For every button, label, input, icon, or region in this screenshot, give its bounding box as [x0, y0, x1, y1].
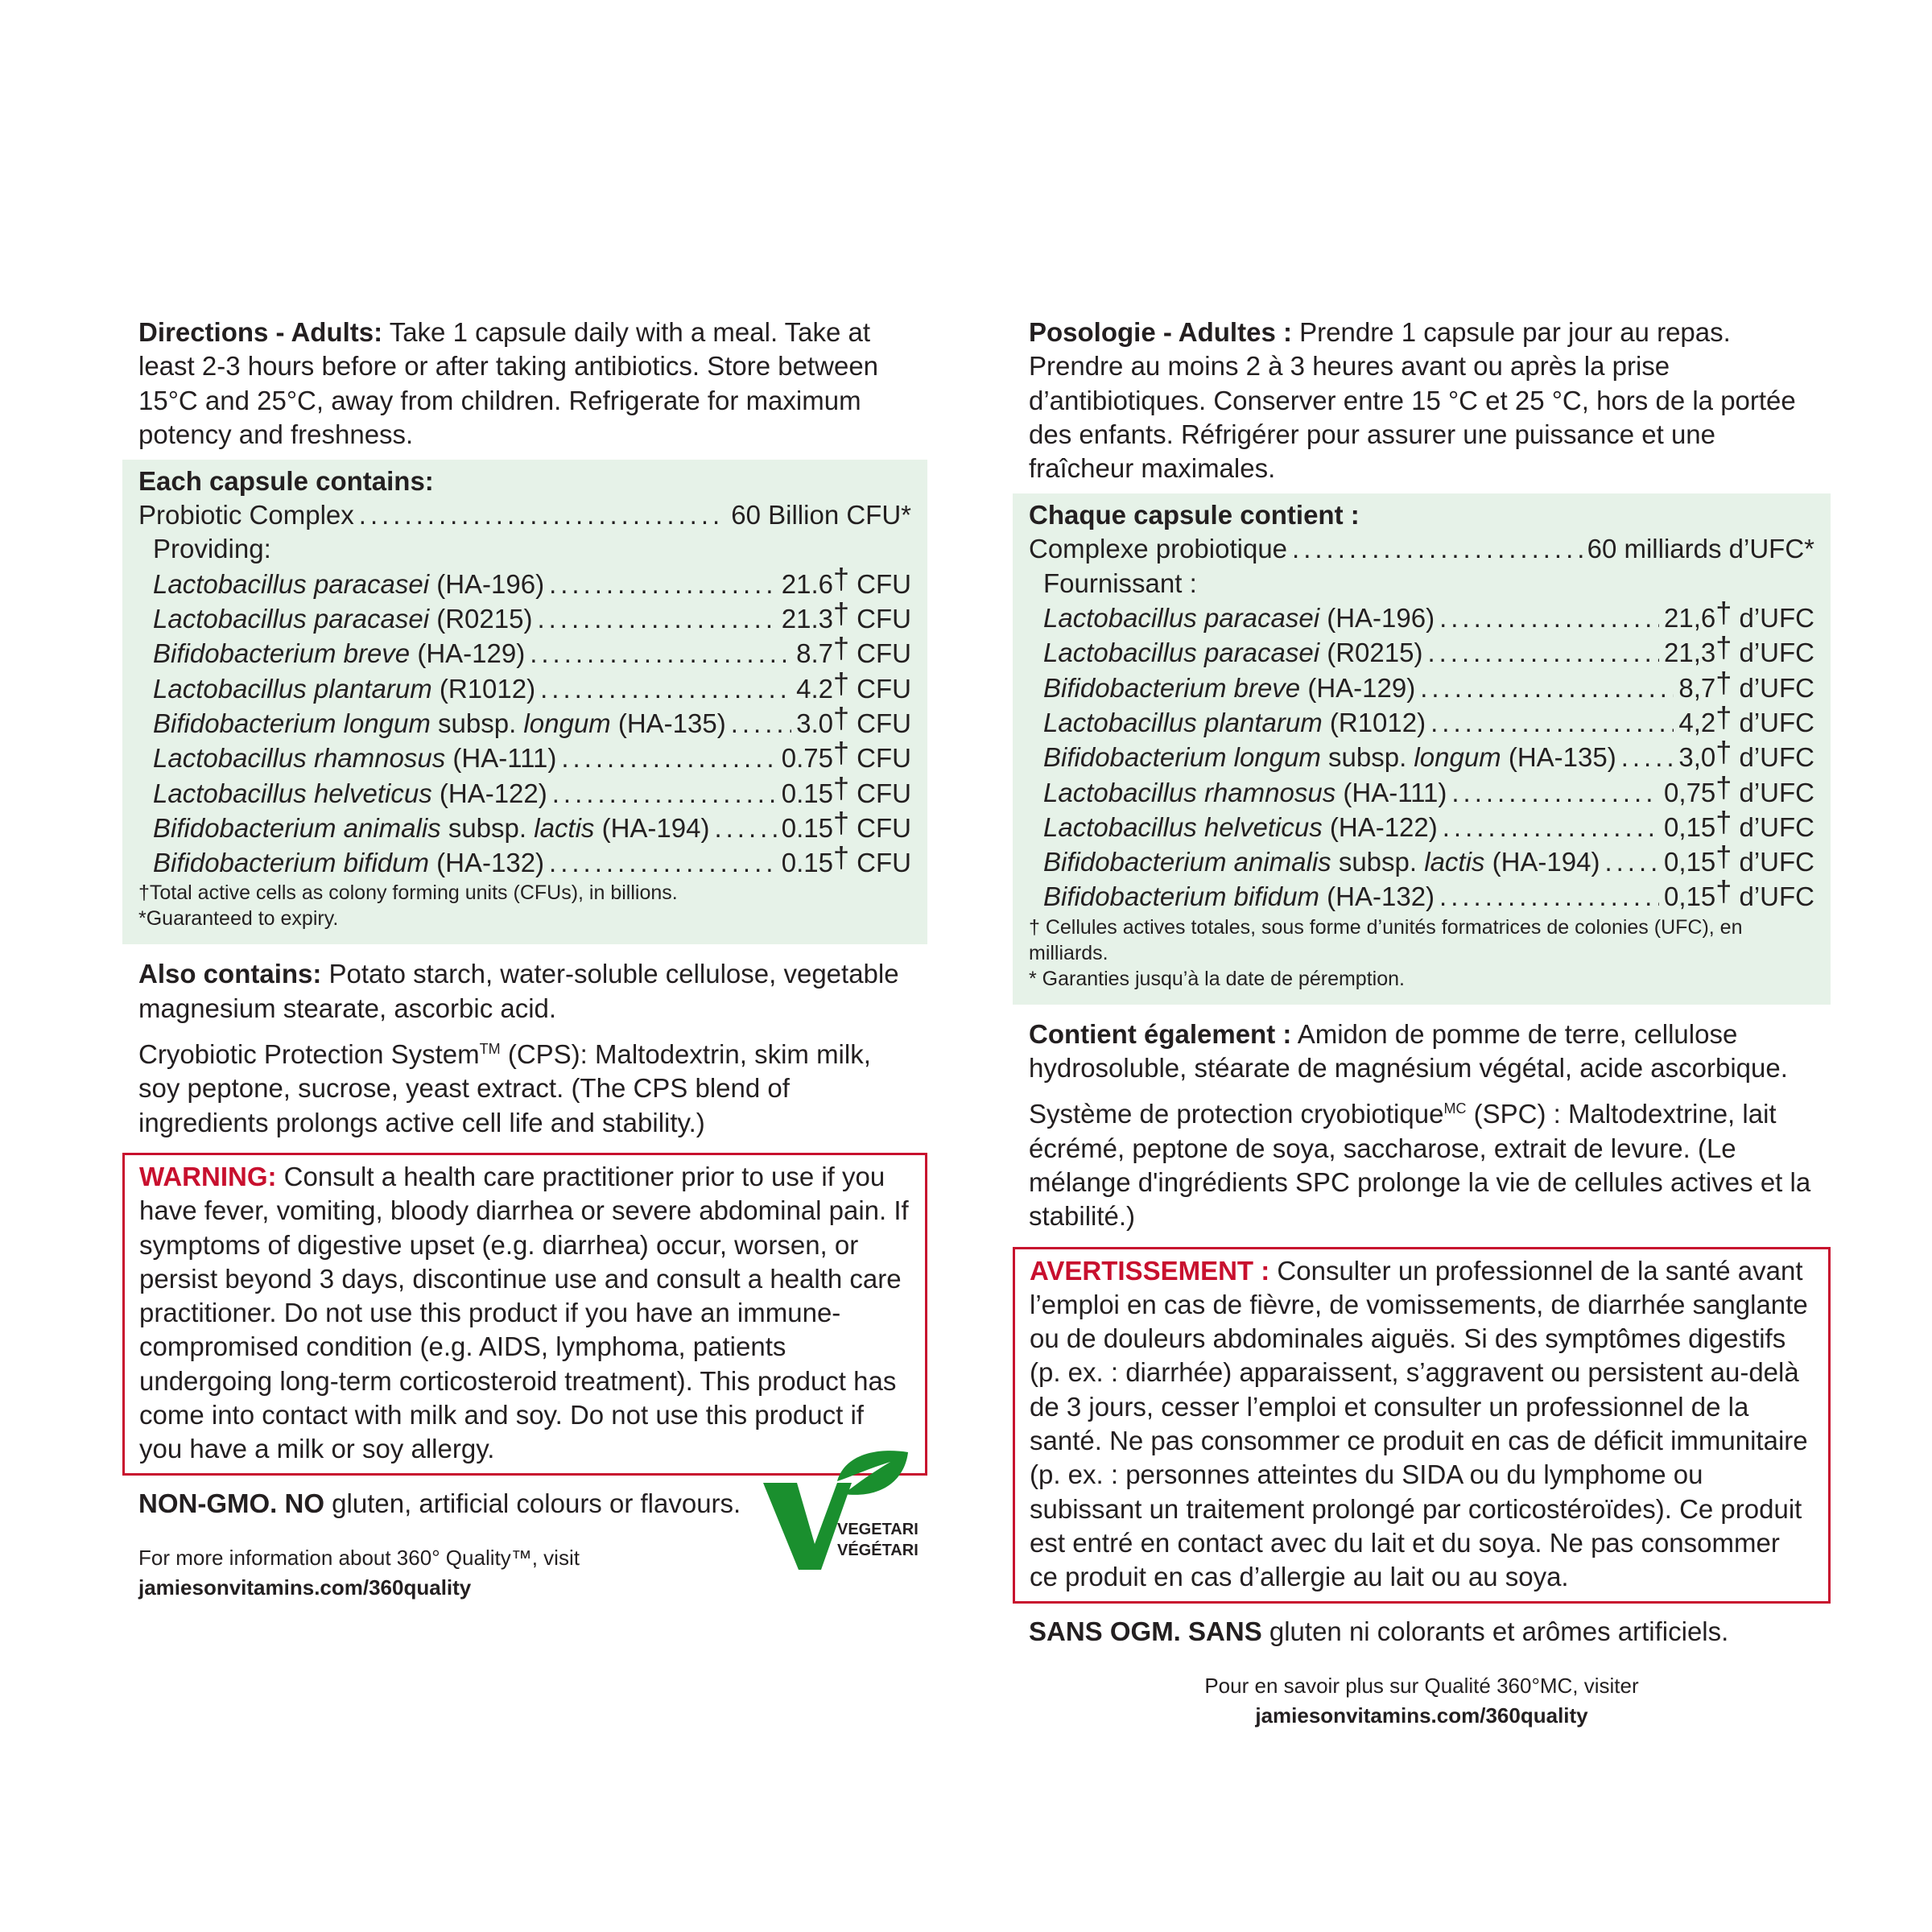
complex-row [138, 498, 911, 532]
strain-code: (HA-135) [1508, 742, 1616, 773]
cps-name: Cryobiotic Protection System [138, 1039, 480, 1070]
leader-dots [1292, 532, 1583, 566]
non-gmo-text: gluten, artificial colours or flavours. [324, 1488, 741, 1518]
strain-value [1678, 735, 1814, 774]
strain-code: (HA-132) [1327, 881, 1435, 912]
more-info-text: For more information about 360° Quality™, visit [138, 1545, 580, 1570]
leader-dots [1420, 671, 1674, 705]
providing-label-fr: Fournissant : [1043, 568, 1197, 598]
leader-dots [1439, 601, 1659, 635]
also-contains-label-fr: Contient également : [1029, 1018, 1292, 1049]
dagger-mark: † [1715, 665, 1732, 699]
dagger-mark: † [1715, 700, 1732, 733]
strain-unit: CFU [857, 673, 911, 704]
strain-label [153, 707, 726, 741]
strain-amount: 0,15 [1664, 881, 1716, 912]
dagger-mark: † [832, 597, 849, 630]
strain-row [1029, 596, 1814, 635]
more-info-fr [1013, 1671, 1831, 1731]
strain-value [796, 700, 911, 741]
also-contains-fr [1013, 1018, 1831, 1086]
strain-row [1029, 874, 1814, 914]
strain-unit: d’UFC [1739, 742, 1814, 773]
strain-amount: 0.15 [781, 848, 833, 878]
complex-label: Probiotic Complex [138, 500, 354, 530]
badge-line1: VEGETARI [837, 1521, 918, 1538]
dagger-mark: † [832, 770, 849, 804]
strain-value [1664, 630, 1814, 670]
non-gmo-bold: NON-GMO. NO [138, 1488, 324, 1518]
leader-dots [530, 637, 791, 671]
strain-subspecies: lactis [1424, 847, 1485, 877]
strain-species: Bifidobacterium longum [1043, 742, 1321, 773]
strain-unit: d’UFC [1739, 672, 1814, 703]
english-column [122, 316, 927, 1603]
leader-dots [731, 707, 791, 741]
ingredients-title-fr: Chaque capsule contient : [1029, 500, 1360, 530]
strain-code: (HA-122) [1329, 811, 1438, 842]
ingredients-title: Each capsule contains: [138, 466, 434, 497]
strain-species: Bifidobacterium breve [153, 638, 411, 669]
leader-dots [552, 777, 777, 811]
cps-trademark: TM [479, 1041, 501, 1058]
strain-species: Lactobacillus helveticus [153, 778, 432, 808]
also-contains [122, 957, 927, 1026]
strain-value [1678, 665, 1814, 705]
complex-label-fr: Complexe probiotique [1029, 534, 1288, 564]
also-contains-text: Potato starch, water-soluble cellulose, vegetable magnesium stearate, ascorbic acid. [138, 959, 899, 1023]
leader-dots [540, 672, 791, 706]
strain-amount: 0.75 [781, 743, 833, 774]
strain-label [153, 846, 544, 880]
leader-dots [1443, 811, 1659, 844]
strain-code: (HA-196) [436, 568, 545, 599]
dagger-mark: † [1029, 915, 1040, 939]
strain-species: Lactobacillus paracasei [1043, 638, 1320, 668]
strain-species: Bifidobacterium bifidum [1043, 881, 1319, 912]
strain-species: Lactobacillus plantarum [153, 673, 432, 704]
strain-row [138, 631, 911, 671]
strain-subspecies: lactis [534, 812, 595, 843]
strain-amount: 3,0 [1678, 742, 1716, 773]
cps-name-fr: Système de protection cryobiotique [1029, 1099, 1444, 1129]
strain-label [1043, 636, 1422, 670]
non-gmo-bold-fr: SANS OGM. SANS [1029, 1616, 1262, 1646]
more-info-url: jamiesonvitamins.com/360quality [138, 1575, 472, 1600]
strain-amount: 0,15 [1664, 811, 1716, 842]
strain-amount: 21.6 [781, 568, 833, 599]
expiry-footnote: *Guaranteed to expiry. [138, 907, 339, 931]
strain-row [1029, 804, 1814, 844]
strain-label [153, 672, 535, 706]
strain-unit: CFU [857, 604, 911, 634]
strain-code: (HA-194) [1492, 847, 1600, 877]
strain-unit: CFU [857, 848, 911, 878]
strain-code: (HA-135) [617, 708, 726, 738]
strain-value [796, 666, 911, 706]
more-info-url-fr: jamiesonvitamins.com/360quality [1255, 1703, 1588, 1728]
cps-text-fr: (SPC) : Maltodextrine, lait écrémé, peptone de soya, saccharose, extrait de levure. (Le mélange d'ingrédients SPC prolonge la vie de cellules actives et la stabilité.) [1029, 1099, 1811, 1232]
strain-value [1664, 596, 1814, 635]
strain-amount: 21.3 [781, 604, 833, 634]
strain-value [1664, 804, 1814, 844]
warning-label: WARNING: [139, 1161, 277, 1191]
strain-label [153, 811, 709, 845]
strain-value [796, 631, 911, 671]
strain-unit: CFU [857, 743, 911, 774]
dagger-mark: † [832, 805, 849, 839]
strain-amount: 4,2 [1678, 707, 1716, 737]
dagger-mark: † [832, 700, 849, 734]
strain-species: Bifidobacterium breve [1043, 672, 1301, 703]
leader-dots [714, 811, 776, 845]
posologie-label: Posologie - Adultes : [1029, 317, 1292, 347]
leader-dots [359, 498, 726, 532]
expiry-footnote-fr: * Garanties jusqu’à la date de péremption. [1029, 967, 1405, 990]
strain-code: (HA-129) [1307, 672, 1416, 703]
posologie-paragraph [1013, 316, 1831, 485]
strain-amount: 8.7 [796, 638, 833, 669]
strain-unit: CFU [857, 778, 911, 808]
strain-row [138, 666, 911, 706]
strain-amount: 21,3 [1664, 638, 1716, 668]
strain-species: Lactobacillus paracasei [1043, 603, 1320, 634]
vegetarian-v-leaf-icon [757, 1449, 918, 1578]
strain-row [138, 561, 911, 601]
strain-amount: 8,7 [1678, 672, 1716, 703]
dagger-mark: † [832, 736, 849, 770]
strain-unit: d’UFC [1739, 847, 1814, 877]
strain-code: (HA-122) [439, 778, 547, 808]
dagger-mark: † [832, 561, 849, 595]
strain-list [138, 561, 911, 881]
strain-amount: 3.0 [796, 708, 833, 738]
strain-value [1664, 840, 1814, 879]
strain-label [1043, 741, 1616, 774]
strain-subspecies: longum [523, 708, 611, 738]
cps-paragraph [122, 1032, 927, 1140]
strain-unit: d’UFC [1739, 603, 1814, 634]
strain-row [138, 736, 911, 775]
cfu-footnote-fr [1029, 914, 1814, 966]
complex-value: 60 Billion CFU* [731, 500, 911, 530]
strain-value [1664, 770, 1814, 810]
strain-row [138, 700, 911, 741]
warning-box-fr [1013, 1247, 1831, 1604]
strain-row [138, 840, 911, 880]
strain-species: Bifidobacterium bifidum [153, 848, 429, 878]
strain-species: Bifidobacterium longum [153, 708, 431, 738]
strain-label [1043, 706, 1426, 740]
strain-amount: 0,15 [1664, 847, 1716, 877]
cps-paragraph-fr [1013, 1092, 1831, 1233]
posologie-text: Prendre 1 capsule par jour au repas. Prendre au moins 2 à 3 heures avant ou après la prise d’antibiotiques. Conserver entre 15 °C et 25 °C, hors de la portée des enfants. Réfrigérer pour assurer une puissance et une fraîcheur maximales. [1029, 317, 1796, 484]
strain-label [153, 637, 525, 671]
strain-species: Lactobacillus helveticus [1043, 811, 1323, 842]
also-contains-text-fr: Amidon de pomme de terre, cellulose hydrosoluble, stéarate de magnésium végétal, acide ascorbique. [1029, 1018, 1788, 1084]
strain-code: (HA-196) [1327, 603, 1435, 634]
strain-row [1029, 735, 1814, 774]
strain-row [1029, 700, 1814, 740]
strain-unit: d’UFC [1739, 811, 1814, 842]
strain-row [1029, 840, 1814, 879]
strain-label [1043, 601, 1435, 635]
strain-code: (R0215) [1327, 638, 1423, 668]
strain-species: Bifidobacterium animalis [1043, 847, 1331, 877]
leader-dots [1430, 706, 1674, 740]
strain-amount: 0.15 [781, 778, 833, 808]
dagger-mark: † [1715, 770, 1732, 803]
strain-species: Lactobacillus plantarum [1043, 707, 1323, 737]
strain-unit: d’UFC [1739, 777, 1814, 807]
directions-label: Directions - Adults: [138, 317, 383, 347]
strain-code: (HA-111) [1343, 777, 1447, 807]
strain-label [153, 602, 532, 636]
strain-label [153, 568, 544, 601]
french-column [1013, 316, 1831, 1731]
strain-value [1664, 874, 1814, 914]
leader-dots [537, 602, 776, 636]
leader-dots [561, 741, 776, 775]
providing-label: Providing: [153, 534, 271, 564]
strain-species: Lactobacillus rhamnosus [1043, 777, 1336, 807]
dagger-mark: † [1715, 840, 1732, 873]
dagger-mark: † [1715, 874, 1732, 908]
strain-label [1043, 845, 1600, 879]
strain-label [153, 777, 547, 811]
strain-amount: 0,75 [1664, 777, 1716, 807]
strain-row [1029, 770, 1814, 810]
dagger-mark: † [1715, 735, 1732, 769]
strain-code: (HA-129) [417, 638, 526, 669]
ingredients-panel [122, 460, 927, 944]
leader-dots [1604, 845, 1659, 879]
strain-subsp: subsp. [438, 708, 517, 738]
dagger-mark: † [832, 840, 849, 874]
strain-label [1043, 776, 1447, 810]
warning-box [122, 1153, 927, 1476]
cfu-footnote-text: Total active cells as colony forming units (CFUs), in billions. [149, 881, 678, 905]
strain-label [1043, 880, 1435, 914]
also-contains-label: Also contains: [138, 959, 322, 989]
strain-row [138, 597, 911, 636]
strain-unit: CFU [857, 568, 911, 599]
warning-label-fr: AVERTISSEMENT : [1030, 1255, 1270, 1286]
more-info-text-fr: Pour en savoir plus sur Qualité 360°MC, visiter [1204, 1673, 1639, 1698]
cps-trademark-fr: MC [1443, 1100, 1467, 1117]
strain-unit: d’UFC [1739, 881, 1814, 912]
leader-dots [1621, 741, 1674, 774]
leader-dots [1439, 880, 1659, 914]
strain-label [1043, 671, 1415, 705]
strain-amount: 0.15 [781, 812, 833, 843]
strain-unit: CFU [857, 638, 911, 669]
strain-species: Lactobacillus paracasei [153, 604, 430, 634]
warning-text: Consult a health care practitioner prior to use if you have fever, vomiting, bloody diarrhea or severe abdominal pain. If symptoms of digestive upset (e.g. diarrhea) occur, worsen, or persist beyond 3 days, discontinue use and consult a health care practitioner. Do not use this product if you have an immune-compromised condition (e.g. AIDS, lymphoma, patients undergoing long-term corticosteroid treatment). This product has come into contact with milk and soy. Do not use this product if you have a milk or soy allergy. [139, 1161, 909, 1464]
strain-list-fr [1029, 596, 1814, 914]
non-gmo-text-fr: gluten ni colorants et arômes artificiels. [1261, 1616, 1729, 1646]
strain-code: (HA-111) [452, 743, 557, 774]
strain-subspecies: longum [1414, 742, 1501, 773]
badge-line2: VÉGÉTARI [837, 1542, 918, 1559]
warning-text-fr: Consulter un professionnel de la santé avant l’emploi en cas de fièvre, de vomissements, de diarrhée sanglante ou de douleurs abdominales aiguës. Si des symptômes digestifs (p. ex. : diarrhée) apparaissent, s’aggravent ou persistent au-delà de 3 jours, cesser l’emploi et consulter un professionnel de la santé. Ne pas consommer ce produit en cas de déficit immunitaire (p. ex. : personnes atteintes du SIDA ou du lymphome ou subissant un traitement prolongé par corticostéroïdes). Ce produit est entré en contact avec du lait et du soya. Ne pas consommer ce produit en cas d’allergie au lait ou au soya. [1030, 1255, 1808, 1592]
strain-row [1029, 665, 1814, 705]
strain-species: Lactobacillus paracasei [153, 568, 430, 599]
strain-row [1029, 630, 1814, 670]
strain-amount: 4.2 [796, 673, 833, 704]
leader-dots [1451, 776, 1659, 810]
dagger-mark: † [1715, 596, 1732, 630]
dagger-mark: † [832, 631, 849, 665]
strain-subsp: subsp. [1328, 742, 1407, 773]
strain-subsp: subsp. [448, 812, 527, 843]
directions-text: Take 1 capsule daily with a meal. Take at least 2-3 hours before or after taking antibiotics. Store between 15°C and 25°C, away from children. Refrigerate for maximum potency and freshness. [138, 317, 879, 449]
strain-code: (R0215) [436, 604, 533, 634]
strain-species: Lactobacillus rhamnosus [153, 743, 446, 774]
dagger-mark: † [832, 666, 849, 700]
strain-subsp: subsp. [1338, 847, 1418, 877]
strain-value [1678, 700, 1814, 740]
cps-text: (CPS): Maltodextrin, skim milk, soy peptone, sucrose, yeast extract. (The CPS blend of ingredients prolongs active cell life and stability.) [138, 1039, 871, 1137]
strain-amount: 21,6 [1664, 603, 1716, 634]
strain-code: (HA-194) [601, 812, 710, 843]
cfu-footnote-text-fr: Cellules actives totales, sous forme d’unités formatrices de colonies (UFC), en milliards. [1029, 915, 1743, 964]
complex-value-fr: 60 milliards d’UFC* [1587, 534, 1814, 564]
dagger-mark: † [1715, 630, 1732, 664]
strain-unit: CFU [857, 708, 911, 738]
directions-paragraph [122, 316, 927, 452]
strain-row [138, 805, 911, 845]
strain-species: Bifidobacterium animalis [153, 812, 441, 843]
leader-dots [1427, 636, 1659, 670]
strain-value [781, 840, 911, 880]
strain-row [138, 770, 911, 811]
cfu-footnote [138, 880, 911, 906]
strain-unit: d’UFC [1739, 638, 1814, 668]
strain-code: (R1012) [439, 673, 536, 704]
ingredients-panel-fr [1013, 493, 1831, 1004]
leader-dots [549, 846, 777, 880]
strain-unit: CFU [857, 812, 911, 843]
strain-unit: d’UFC [1739, 707, 1814, 737]
complex-row-fr [1029, 532, 1814, 566]
non-gmo-line-fr [1013, 1615, 1831, 1649]
dagger-mark: † [1715, 804, 1732, 838]
strain-code: (R1012) [1329, 707, 1426, 737]
leader-dots [549, 568, 777, 601]
strain-code: (HA-132) [436, 848, 545, 878]
strain-label [153, 741, 556, 775]
vegetarian-badge [757, 1449, 918, 1578]
strain-label [1043, 811, 1438, 844]
dagger-mark: † [138, 881, 150, 905]
